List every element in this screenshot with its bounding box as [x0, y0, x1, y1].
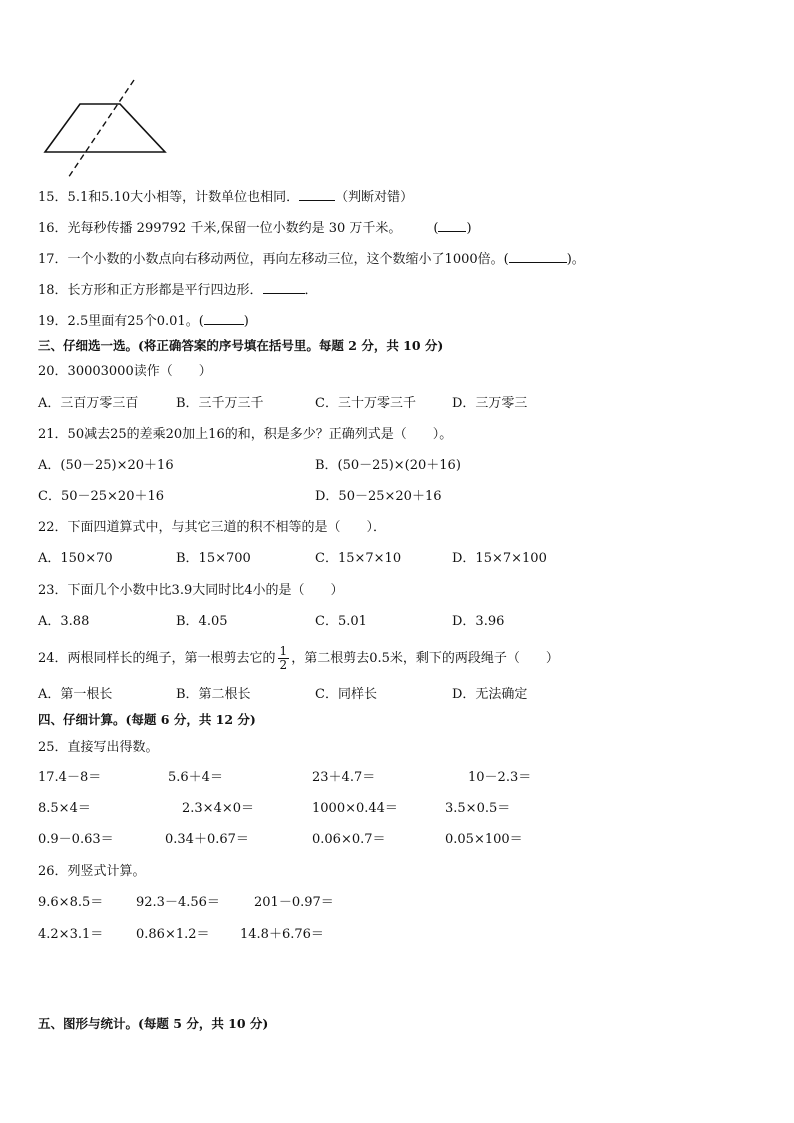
calc-item: 8.5×4＝	[38, 801, 91, 816]
section-4-title: 四、仔细计算。(每题 6 分，共 12 分)	[38, 712, 256, 727]
question-24-option-c[interactable]: C．同样长	[315, 687, 377, 702]
question-20-option-d[interactable]: D．三万零三	[452, 396, 528, 411]
question-19-text: 19．2.5里面有25个0.01。(	[38, 314, 204, 329]
calc-item: 0.05×100＝	[445, 832, 523, 847]
question-24-stem: 24．两根同样长的绳子，第一根剪去它的 $\frac{1}{2}$ ，第二根剪去0.5米，剩下的两段绳子（ ）	[38, 644, 559, 672]
vertical-calc-item: 14.8＋6.76＝	[240, 927, 324, 942]
parallelogram-shape	[45, 104, 165, 152]
question-23-stem: 23．下面几个小数中比3.9大同时比4小的是（ ）	[38, 583, 344, 598]
question-18-text: 18．长方形和正方形都是平行四边形．	[38, 283, 263, 298]
calc-item: 0.34＋0.67＝	[165, 832, 249, 847]
question-19: 19．2.5里面有25个0.01。( )	[38, 314, 249, 329]
question-17: 17．一个小数的小数点向右移动两位，再向左移动三位，这个数缩小了1000倍。( )。	[38, 252, 585, 267]
vertical-calc-item: 4.2×3.1＝	[38, 927, 104, 942]
calc-item: 10－2.3＝	[468, 770, 532, 785]
calc-item: 3.5×0.5＝	[445, 801, 511, 816]
calc-item: 23＋4.7＝	[312, 770, 376, 785]
dashed-symmetry-line	[68, 80, 134, 178]
answer-blank-17[interactable]	[509, 250, 567, 263]
question-15-text: 15．5.1和5.10大小相等，计数单位也相同．	[38, 190, 300, 205]
question-22-option-b[interactable]: B．15×700	[176, 551, 251, 566]
question-24-option-d[interactable]: D．无法确定	[452, 687, 528, 702]
answer-blank-16[interactable]	[438, 219, 466, 232]
calc-item: 1000×0.44＝	[312, 801, 398, 816]
calc-item: 17.4－8＝	[38, 770, 102, 785]
question-20-option-a[interactable]: A．三百万零三百	[38, 396, 139, 411]
question-24-option-a[interactable]: A．第一根长	[38, 687, 113, 702]
fraction-one-half: $\frac{1}{2}$	[279, 644, 288, 672]
question-18: 18．长方形和正方形都是平行四边形． ．	[38, 283, 318, 298]
question-21-stem: 21．50减去25的差乘20加上16的和，积是多少？正确列式是（ ）。	[38, 427, 453, 442]
vertical-calc-item: 201－0.97＝	[254, 895, 334, 910]
vertical-calc-item: 92.3－4.56＝	[136, 895, 220, 910]
question-22-option-a[interactable]: A．150×70	[38, 551, 113, 566]
question-21-option-a[interactable]: A．(50－25)×20＋16	[38, 458, 174, 473]
question-15	[38, 188, 413, 206]
question-20-option-b[interactable]: B．三千万三千	[176, 396, 264, 411]
question-21-option-d[interactable]: D．50－25×20＋16	[315, 489, 442, 504]
calc-item: 2.3×4×0＝	[182, 801, 255, 816]
answer-blank-19[interactable]	[204, 312, 244, 325]
vertical-calc-item: 0.86×1.2＝	[136, 927, 210, 942]
question-24-option-b[interactable]: B．第二根长	[176, 687, 251, 702]
question-22-stem: 22．下面四道算式中，与其它三道的积不相等的是（ ）．	[38, 520, 387, 535]
question-15-tail: （判断对错）	[335, 190, 414, 205]
calc-item: 0.06×0.7＝	[312, 832, 386, 847]
section-3-title: 三、仔细选一选。(将正确答案的序号填在括号里。每题 2 分，共 10 分)	[38, 338, 444, 353]
question-21-option-c[interactable]: C．50－25×20＋16	[38, 489, 165, 504]
question-21-option-b[interactable]: B．(50－25)×(20＋16)	[315, 458, 461, 473]
question-23-option-c[interactable]: C．5.01	[315, 614, 367, 629]
question-16-text: 16．光每秒传播 299792 千米,保留一位小数约是 30 万千米。	[38, 221, 402, 236]
section-5-title: 五、图形与统计。(每题 5 分，共 10 分)	[38, 1016, 269, 1031]
parallelogram-figure	[40, 72, 180, 182]
question-23-option-b[interactable]: B．4.05	[176, 614, 228, 629]
answer-blank-18[interactable]	[263, 281, 305, 294]
question-20-option-c[interactable]: C．三十万零三千	[315, 396, 416, 411]
question-20-stem: 20．30003000读作（ ）	[38, 364, 212, 379]
question-25-stem: 25．直接写出得数。	[38, 740, 159, 755]
question-23-option-a[interactable]: A．3.88	[38, 614, 90, 629]
question-26-stem: 26．列竖式计算。	[38, 864, 146, 879]
question-22-option-c[interactable]: C．15×7×10	[315, 551, 402, 566]
calc-item: 0.9－0.63＝	[38, 832, 114, 847]
question-17-text: 17．一个小数的小数点向右移动两位，再向左移动三位，这个数缩小了1000倍。(	[38, 252, 509, 267]
calc-item: 5.6＋4＝	[168, 770, 223, 785]
question-23-option-d[interactable]: D．3.96	[452, 614, 505, 629]
question-22-option-d[interactable]: D．15×7×100	[452, 551, 547, 566]
answer-blank-15[interactable]	[299, 188, 335, 201]
vertical-calc-item: 9.6×8.5＝	[38, 895, 104, 910]
question-16: 16．光每秒传播 299792 千米,保留一位小数约是 30 万千米。 ( )	[38, 221, 472, 236]
